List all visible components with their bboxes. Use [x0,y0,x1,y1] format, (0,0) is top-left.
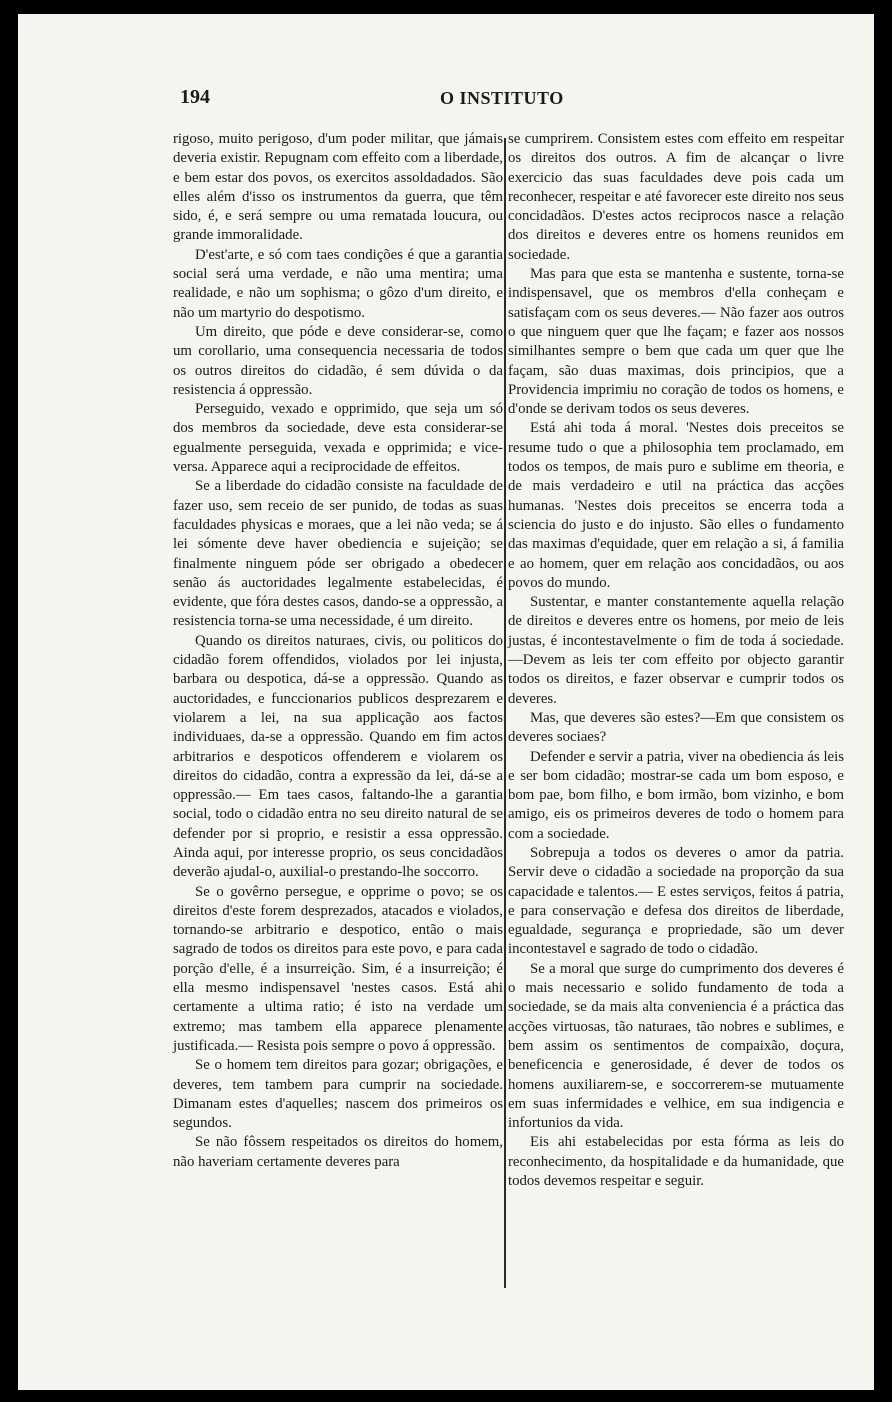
column-divider [504,138,506,1288]
paragraph: Se não fôssem respeitados os direitos do homem, não haveriam certamente deveres para [173,1134,503,1170]
right-column [508,130,844,1191]
paragraph: Um direito, que póde e deve considerar-se, como um corollario, uma consequencia necessaria de todos os outros direitos do cidadão, é sem dúvida o da resistencia á oppressão. [173,323,503,398]
paragraph: se cumprirem. Consistem estes com effeito em respeitar os direitos dos outros. A fim de alcançar o livre exercicio das suas faculdades deve pois cada um reconhecer, respeitar e até favorecer este direito nos seus concidadãos. D'estes actos reciprocos nasce a relação dos direitos e deveres entre os homens reunidos em sociedade. [508,131,844,263]
left-column [173,130,503,1172]
running-title: O INSTITUTO [440,88,564,108]
paragraph: Defender e servir a patria, viver na obediencia ás leis e ser bom cidadão; mostrar-se cada um bom esposo, e bom pae, bom filho, e bom irmão, bom vizinho, e bom amigo, eis os primeiros deveres de todo o homem para com a sociedade. [508,748,844,842]
paragraph: Se o govêrno persegue, e opprime o povo; se os direitos d'este forem desprezados, atacados e violados, tornando-se arbitrario e despotico, então o mais sagrado de todos os direitos para este povo, e para cada porção d'elle, é a insurreição. Sim, é a insurreição; é ella mesmo indispensavel 'nestes casos. Está ahi certamente a ultima ratio; é isto na verdade um extremo; mas tambem ella apparece plenamente justificada.— Resista pois sempre o povo á oppressão. [173,883,503,1054]
paragraph: Sustentar, e manter constantemente aquella relação de direitos e deveres entre os homens, por meio de leis justas, é incontestavelmente o fim de toda á sociedade.—Devem as leis ter com effeito por objecto garantir todos os direitos, e fazer observar e cumprir todos os deveres. [508,594,844,707]
paragraph: Sobrepuja a todos os deveres o amor da patria. Servir deve o cidadão a sociedade na proporção da sua capacidade e talentos.— E estes serviços, feitos á patria, e para conservação e defesa dos direitos de liberdade, egualdade, segurança e propriedade, são um dever incontestavel e sagrado de todo o cidadão. [508,844,844,958]
paragraph: Quando os direitos naturaes, civis, ou politicos do cidadão forem offendidos, violados por lei injusta, barbara ou despotica, dá-se a oppressão. Quando as auctoridades, e funccionarios publicos desprezarem e violarem a lei, na sua applicação aos factos individuaes, da-se a oppressão. Quando em fim actos arbitrarios e despoticos offenderem e violarem os direitos do cidadão, contra a expressão da lei, dá-se a oppressão.— Em taes casos, faltando-lhe a garantia social, todo o cidadão entra no seu direito natural de se defender por si proprio, e resistir a essa oppressão. Ainda aqui, por interesse proprio, os seus concidadãos deverão ajudal-o, auxilial-o prestando-lhe soccorro. [173,632,503,881]
paragraph: Se a moral que surge do cumprimento dos deveres é o mais necessario e solido fundamento de toda a sociedade, se da mais alta conveniencia é a práctica das acções virtuosas, tão naturaes, tão nobres e sublimes, e bem assim os sentimentos de compaixão, doçura, beneficencia e generosidade, é dever de todos os homens auxiliarem-se, e soccorrerem-se mutuamente em suas infermidades e velhice, em sua indigencia e infortunios da vida. [508,960,844,1132]
page-number: 194 [180,86,210,108]
paragraph: Mas para que esta se mantenha e sustente, torna-se indispensavel, que os membros d'ella conheçam e satisfaçam com os seus deveres.— Não fazer aos outros o que ninguem quer que lhe façam; e fazer aos nossos similhantes sempre o bem que cada um quer que lhe façam, são duas maximas, dois principios, que a Providencia imprimiu no coração de todos os homens, e d'onde se derivam todos os seus deveres. [508,266,844,418]
page-header [180,86,840,116]
page [18,14,874,1390]
paragraph: Eis ahi estabelecidas por esta fórma as leis do reconhecimento, da hospitalidade e da humanidade, que todos devemos respeitar e seguir. [508,1134,844,1190]
paragraph: D'est'arte, e só com taes condições é que a garantia social será uma verdade, e não uma mentira; uma realidade, e não um sophisma; o gôzo d'um direito, e não um martyrio do despotismo. [173,246,503,321]
paragraph: Perseguido, vexado e opprimido, que seja um só dos membros da sociedade, deve esta considerar-se egualmente perseguida, vexada e opprimida; e vice-versa. Apparece aqui a reciprocidade de effeitos. [173,401,503,476]
paragraph: Se o homem tem direitos para gozar; obrigações, e deveres, tem tambem para cumprir na sociedade. Dimanam estes d'aquelles; nascem dos primeiros os segundos. [173,1057,503,1132]
paragraph: Se a liberdade do cidadão consiste na faculdade de fazer uso, sem receio de ser punido, de todas as suas faculdades physicas e moraes, que a lei não veda; se á lei sómente deve haver obediencia e sujeição; se finalmente ninguem póde ser obrigado a obedecer senão ás auctoridades legalmente estabelecidas, é evidente, que fóra destes casos, dando-se a oppressão, a resistencia torna-se uma necessidade, é um direito. [173,478,503,630]
paragraph: Está ahi toda á moral. 'Nestes dois preceitos se resume tudo o que a philosophia tem proclamado, em todos os tempos, de mais puro e sublime em theoria, e de mais verdadeiro e util na práctica das acções humanas. 'Nestes dois preceitos se encerra toda a sciencia do justo e do injusto. São elles o fundamento das maximas d'equidade, quer em relação a si, á familia e ao homem, quer em relação aos concidadãos, ou aos povos do mundo. [508,420,844,591]
paragraph: rigoso, muito perigoso, d'um poder militar, que jámais deveria existir. Repugnam com effeito com a liberdade, e bem estar dos povos, os exercitos assoldadados. São elles além d'isso os instrumentos da guerra, que têm sido, é, e será sempre ou uma rematada loucura, ou grande immoralidade. [173,131,503,244]
paragraph: Mas, que deveres são estes?—Em que consistem os deveres sociaes? [508,709,844,746]
